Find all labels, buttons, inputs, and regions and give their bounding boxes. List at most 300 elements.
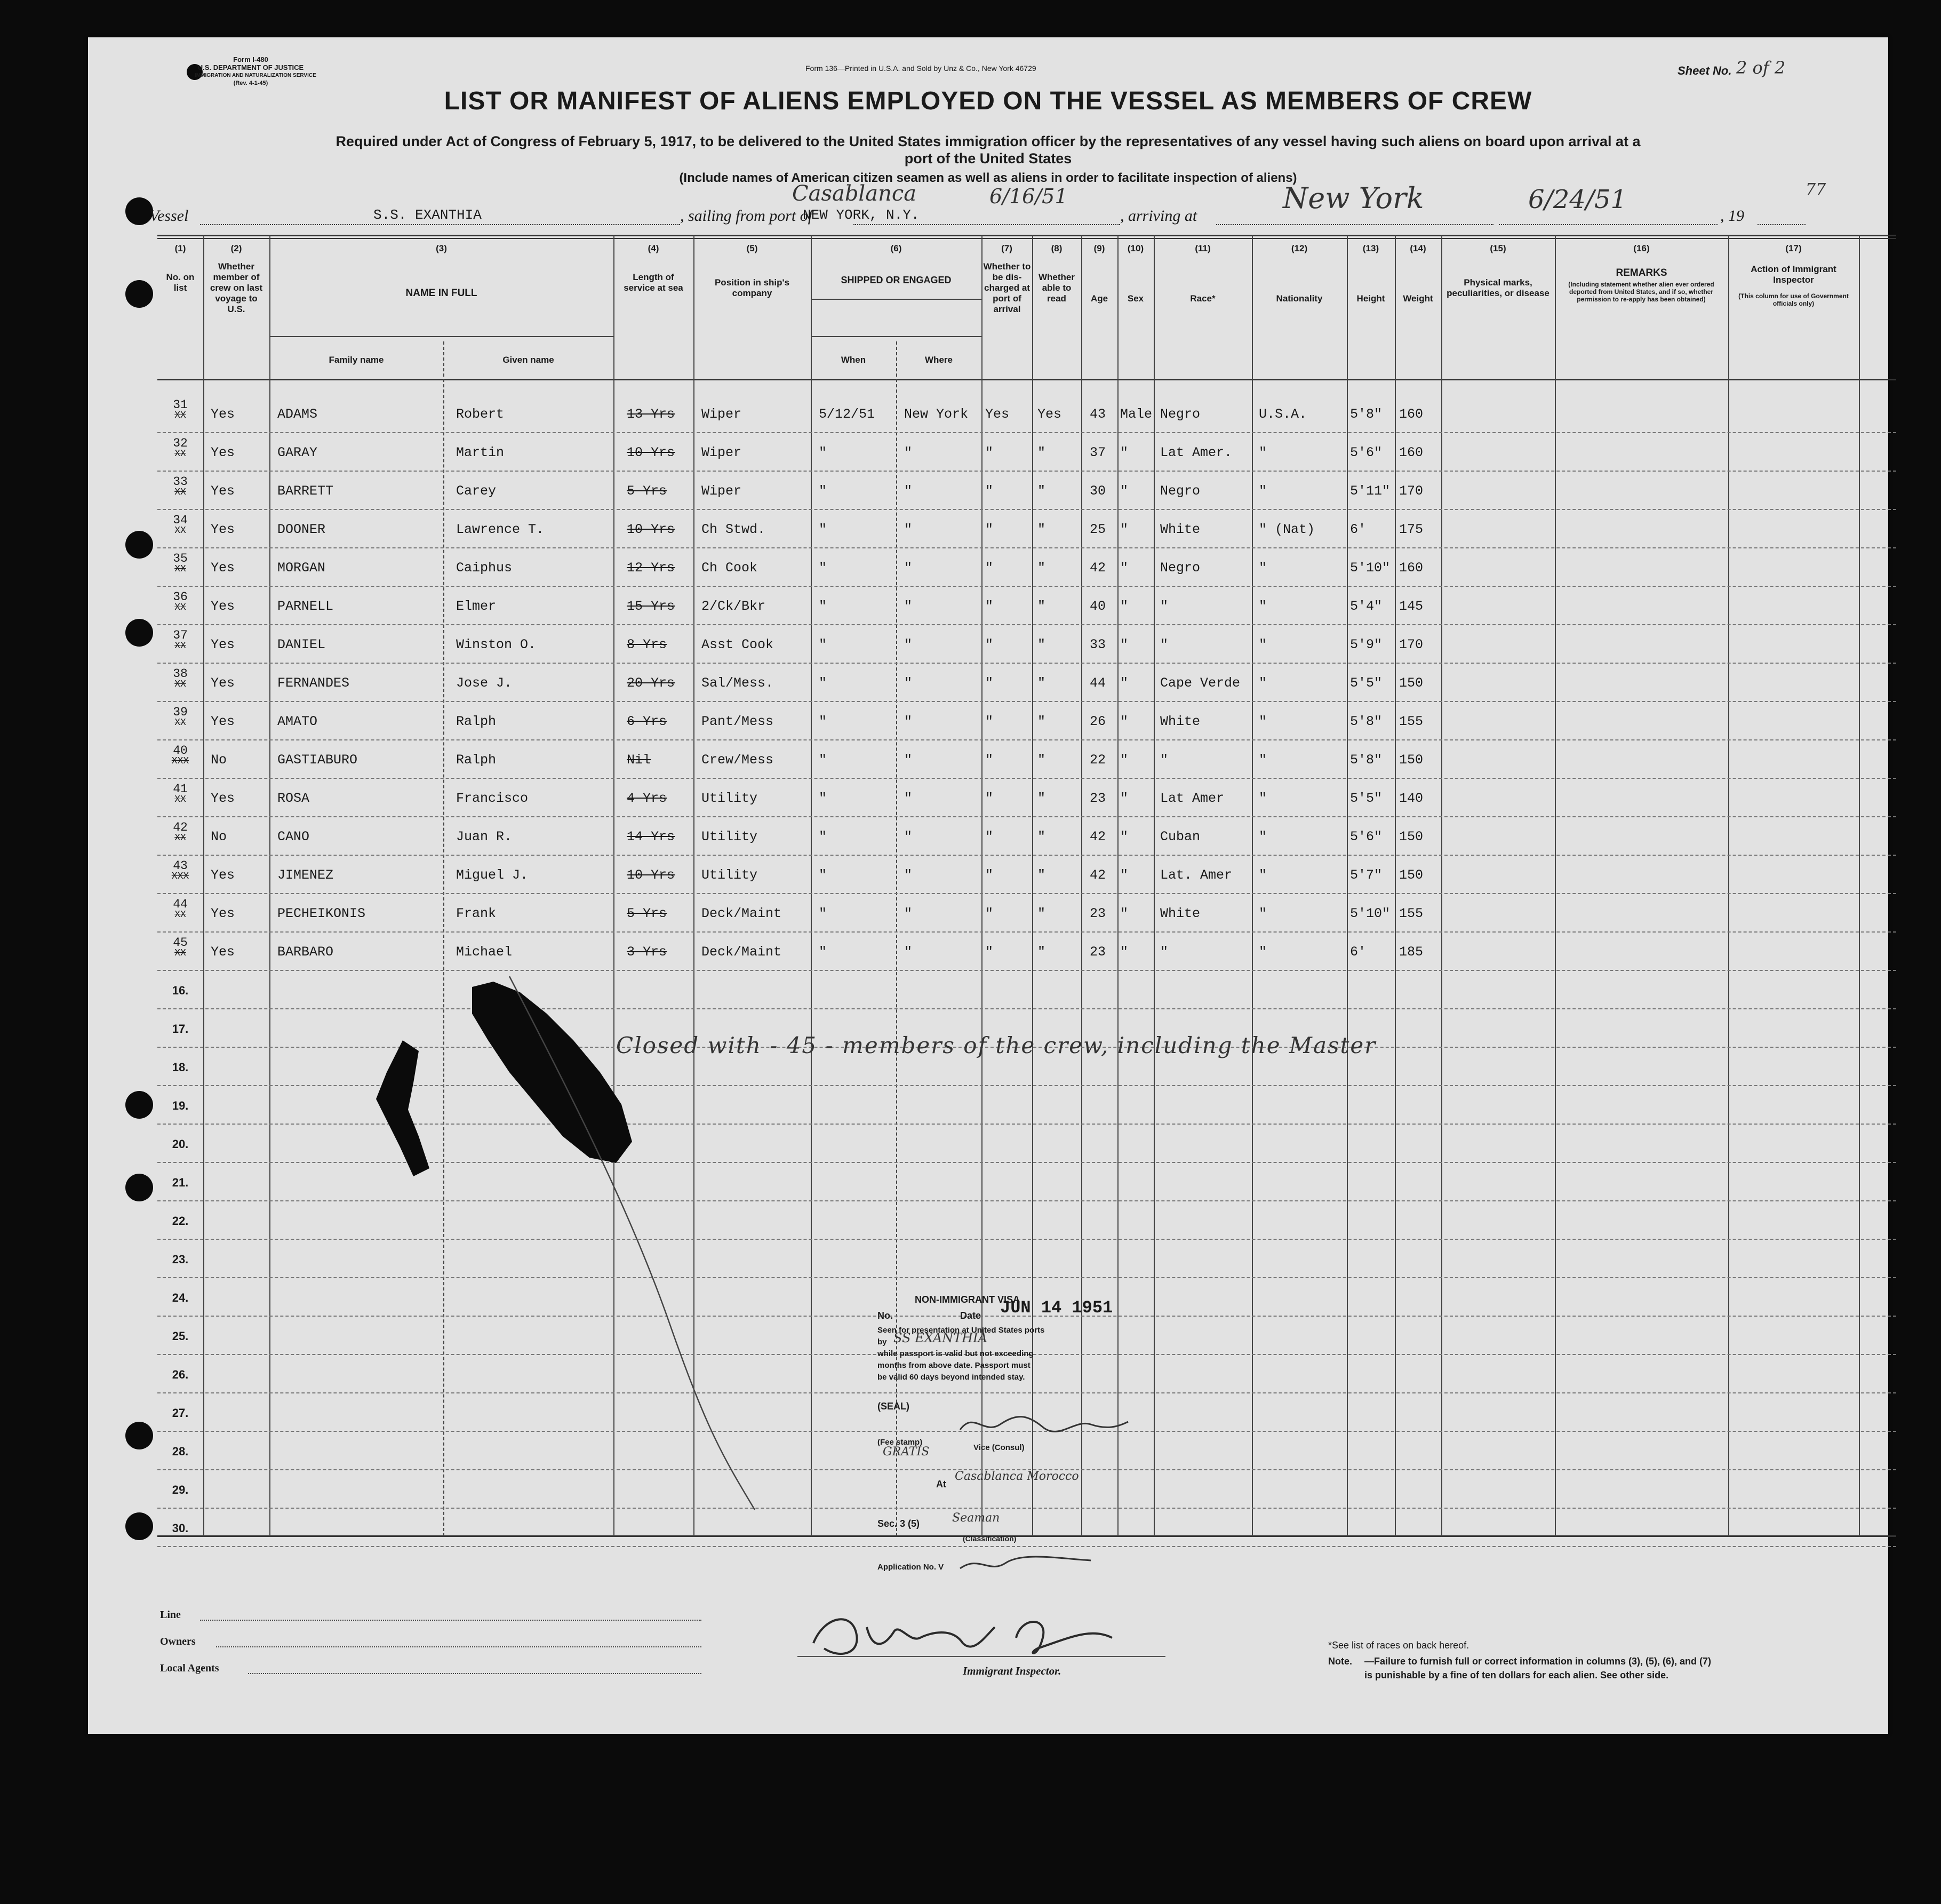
row-number-value: 45 <box>173 936 188 950</box>
row-number <box>157 667 203 690</box>
cell-position: Wiper <box>701 407 742 422</box>
cell-given: Frank <box>456 906 497 921</box>
cell-given: Winston O. <box>456 637 537 652</box>
cell-when: " <box>819 483 827 499</box>
cell-given: Ralph <box>456 714 497 729</box>
form-id-block <box>195 55 316 87</box>
table-row <box>157 548 1896 587</box>
row-number-value: 38 <box>173 667 188 681</box>
cell-position: Deck/Maint <box>701 906 782 921</box>
empty-row-number: 20. <box>172 1137 189 1151</box>
row-number-struck: XXX <box>171 871 189 882</box>
cell-service: 8 Yrs <box>627 637 667 652</box>
cell-age: 30 <box>1090 483 1106 499</box>
cell-weight: 150 <box>1399 675 1424 691</box>
cell-nationality: " <box>1259 944 1267 960</box>
empty-row-number: 28. <box>172 1445 189 1458</box>
cell-discharged: Yes <box>985 407 1010 422</box>
cell-read: " <box>1037 829 1046 845</box>
cell-when: " <box>819 637 827 652</box>
arrival-port: New York <box>1283 181 1424 215</box>
table-row <box>157 779 1896 817</box>
punch-hole <box>125 1091 153 1119</box>
cell-age: 23 <box>1090 944 1106 960</box>
cell-last-voyage: Yes <box>211 906 235 921</box>
race-note: *See list of races on back hereof. <box>1328 1640 1469 1651</box>
row-number-struck: XXX <box>171 756 189 767</box>
row-number-value: 43 <box>173 859 188 873</box>
cell-sex: " <box>1120 675 1129 691</box>
cell-discharged: " <box>985 560 994 576</box>
cell-read: " <box>1037 445 1046 460</box>
service-name: IMMIGRATION AND NATURALIZATION SERVICE <box>195 73 316 78</box>
cell-sex: " <box>1120 906 1129 921</box>
row-number-value: 34 <box>173 513 188 527</box>
col-num-1: (1) <box>174 243 186 253</box>
sailing-date: 6/16/51 <box>989 185 1068 208</box>
col-num-5: (5) <box>746 243 758 253</box>
row-number-struck: XX <box>174 525 186 536</box>
cell-race: White <box>1160 714 1201 729</box>
cell-family: FERNANDES <box>277 675 350 691</box>
cell-position: Wiper <box>701 445 742 460</box>
form-number: Form I-480 <box>233 55 268 63</box>
row-number <box>157 475 203 498</box>
cell-sex: " <box>1120 483 1129 499</box>
arriving-label: , arriving at <box>1120 207 1197 225</box>
consul-label: Vice (Consul) <box>973 1443 1025 1452</box>
punch-hole <box>125 1174 153 1201</box>
row-number-struck: XX <box>174 794 186 805</box>
note-label: Note. <box>1328 1656 1352 1667</box>
cell-nationality: " <box>1259 599 1267 614</box>
cell-sex: " <box>1120 522 1129 537</box>
cell-read: " <box>1037 867 1046 883</box>
visa-class-label: (Classification) <box>963 1534 1017 1543</box>
cell-sex: " <box>1120 944 1129 960</box>
col-name-in-full: NAME IN FULL <box>405 288 477 299</box>
cell-age: 23 <box>1090 906 1106 921</box>
col-physical-marks: Physical marks, peculiarities, or disease <box>1447 277 1549 298</box>
arrival-date: 6/24/51 <box>1528 185 1627 214</box>
col-height: Height <box>1356 293 1385 304</box>
cell-service: 12 Yrs <box>627 560 675 576</box>
row-number-struck: XX <box>174 910 186 920</box>
cell-where: " <box>904 867 913 883</box>
cell-weight: 150 <box>1399 752 1424 768</box>
col-num-11: (11) <box>1195 243 1211 253</box>
col-able-to-read: Whether able to read <box>1039 272 1075 304</box>
cell-read: " <box>1037 944 1046 960</box>
col-num-15: (15) <box>1490 243 1506 253</box>
cell-family: AMATO <box>277 714 318 729</box>
ink-blot <box>371 1040 445 1179</box>
visa-at-value: Casablanca Morocco <box>955 1470 1079 1483</box>
cell-service: 3 Yrs <box>627 944 667 960</box>
col-remarks: REMARKS <box>1616 267 1667 278</box>
cell-when: " <box>819 944 827 960</box>
empty-row-number: 25. <box>172 1329 189 1343</box>
consul-signature <box>957 1408 1133 1440</box>
empty-row <box>157 1240 1896 1278</box>
cell-last-voyage: Yes <box>211 445 235 460</box>
cell-height: 5'9" <box>1350 637 1383 652</box>
empty-row-number: 21. <box>172 1176 189 1189</box>
cell-read: " <box>1037 637 1046 652</box>
cell-where: " <box>904 906 913 921</box>
cell-read: " <box>1037 714 1046 729</box>
row-number-value: 35 <box>173 552 188 565</box>
col-num-6: (6) <box>890 243 902 253</box>
row-number <box>157 513 203 536</box>
cell-where: New York <box>904 407 969 422</box>
col-num-7: (7) <box>1001 243 1012 253</box>
cell-age: 37 <box>1090 445 1106 460</box>
visa-sec-label: Sec. 3 (5) <box>877 1518 920 1529</box>
cell-read: Yes <box>1037 407 1062 422</box>
printer-note: Form 136—Printed in U.S.A. and Sold by Unz & Co., New York 46729 <box>805 64 1036 73</box>
row-number <box>157 398 203 421</box>
cell-race: Lat Amer <box>1160 791 1225 806</box>
cell-when: " <box>819 599 827 614</box>
row-number <box>157 820 203 843</box>
cell-nationality: " (Nat) <box>1259 522 1315 537</box>
manifest-sheet <box>88 37 1888 1734</box>
cell-race: " <box>1160 599 1169 614</box>
row-number-value: 33 <box>173 475 188 489</box>
cell-family: GARAY <box>277 445 318 460</box>
row-number-value: 39 <box>173 705 188 719</box>
cell-age: 44 <box>1090 675 1106 691</box>
sailing-port-typed: NEW YORK, N.Y. <box>803 207 920 223</box>
cell-nationality: " <box>1259 829 1267 845</box>
cell-last-voyage: No <box>211 752 227 768</box>
cell-discharged: " <box>985 752 994 768</box>
cell-service: 5 Yrs <box>627 483 667 499</box>
empty-row-number: 18. <box>172 1061 189 1074</box>
cell-service: 6 Yrs <box>627 714 667 729</box>
table-row <box>157 740 1896 779</box>
cell-given: Lawrence T. <box>456 522 545 537</box>
cell-family: JIMENEZ <box>277 867 334 883</box>
punch-hole <box>125 619 153 647</box>
cell-age: 42 <box>1090 560 1106 576</box>
cell-height: 5'8" <box>1350 407 1383 422</box>
col-inspector-note: (This column for use of Government officials only) <box>1738 292 1849 307</box>
row-number <box>157 782 203 805</box>
cell-service: 5 Yrs <box>627 906 667 921</box>
visa-line-1: Seen for presentation at United States ports <box>877 1326 1045 1335</box>
cell-given: Martin <box>456 445 505 460</box>
inspector-label: Immigrant Inspector. <box>963 1664 1061 1677</box>
empty-row <box>157 971 1896 1009</box>
col-given-name: Given name <box>502 355 554 365</box>
footer-line-label: Line <box>160 1609 181 1621</box>
col-race: Race* <box>1190 293 1216 304</box>
table-row <box>157 894 1896 933</box>
cell-weight: 155 <box>1399 906 1424 921</box>
cell-sex: " <box>1120 752 1129 768</box>
cell-service: 15 Yrs <box>627 599 675 614</box>
cell-where: " <box>904 599 913 614</box>
cell-given: Robert <box>456 407 505 422</box>
row-number <box>157 859 203 882</box>
cell-where: " <box>904 829 913 845</box>
cell-nationality: U.S.A. <box>1259 407 1307 422</box>
cell-given: Michael <box>456 944 513 960</box>
cell-discharged: " <box>985 675 994 691</box>
cell-nationality: " <box>1259 791 1267 806</box>
revision: (Rev. 4-1-45) <box>233 80 268 86</box>
cell-where: " <box>904 483 913 499</box>
cell-age: 23 <box>1090 791 1106 806</box>
row-number-struck: XX <box>174 641 186 651</box>
cell-when: " <box>819 445 827 460</box>
cell-given: Ralph <box>456 752 497 768</box>
cell-last-voyage: Yes <box>211 867 235 883</box>
cell-height: 5'7" <box>1350 867 1383 883</box>
footer-owners-label: Owners <box>160 1636 196 1647</box>
table-row <box>157 702 1896 740</box>
cell-race: Negro <box>1160 483 1201 499</box>
empty-row-number: 29. <box>172 1483 189 1496</box>
cell-position: Utility <box>701 867 758 883</box>
cell-family: DANIEL <box>277 637 326 652</box>
cell-where: " <box>904 522 913 537</box>
cell-service: 20 Yrs <box>627 675 675 691</box>
cell-family: GASTIABURO <box>277 752 358 768</box>
cell-sex: " <box>1120 599 1129 614</box>
cell-last-voyage: No <box>211 829 227 845</box>
empty-row-number: 24. <box>172 1291 189 1304</box>
sailing-port-handwritten: Casablanca <box>792 181 917 206</box>
cell-family: CANO <box>277 829 310 845</box>
cell-position: Utility <box>701 829 758 845</box>
cell-when: " <box>819 906 827 921</box>
cell-family: ADAMS <box>277 407 318 422</box>
cell-read: " <box>1037 906 1046 921</box>
cell-height: 5'5" <box>1350 675 1383 691</box>
cell-read: " <box>1037 675 1046 691</box>
row-number <box>157 552 203 575</box>
visa-title: NON-IMMIGRANT VISA <box>915 1294 1020 1305</box>
cell-position: Asst Cook <box>701 637 774 652</box>
cell-when: " <box>819 675 827 691</box>
visa-no-label: No. <box>877 1310 893 1321</box>
cell-read: " <box>1037 599 1046 614</box>
punch-hole <box>125 531 153 559</box>
visa-application-scribble <box>957 1550 1096 1576</box>
cell-discharged: " <box>985 637 994 652</box>
note-text-2: is punishable by a fine of ten dollars for each alien. See other side. <box>1364 1670 1669 1680</box>
col-num-3: (3) <box>436 243 447 253</box>
cell-last-voyage: Yes <box>211 944 235 960</box>
table-row <box>157 587 1896 625</box>
cell-age: 22 <box>1090 752 1106 768</box>
table-row <box>157 856 1896 894</box>
col-num-2: (2) <box>230 243 242 253</box>
closing-note: Closed with - 45 - members of the crew, including the Master <box>616 1032 1377 1058</box>
cell-height: 5'5" <box>1350 791 1383 806</box>
cell-weight: 155 <box>1399 714 1424 729</box>
cell-given: Carey <box>456 483 497 499</box>
punch-hole <box>125 1422 153 1449</box>
row-number <box>157 936 203 959</box>
sheet-number-value: 2 of 2 <box>1736 58 1786 78</box>
col-last-voyage: Whether member of crew on last voyage to U.S. <box>210 261 263 314</box>
cell-position: Deck/Maint <box>701 944 782 960</box>
row-number-value: 40 <box>173 744 188 758</box>
cell-discharged: " <box>985 599 994 614</box>
cell-sex: " <box>1120 637 1129 652</box>
cell-height: 6' <box>1350 522 1367 537</box>
cell-family: PECHEIKONIS <box>277 906 366 921</box>
row-number-value: 42 <box>173 820 188 834</box>
cell-given: Miguel J. <box>456 867 529 883</box>
col-family-name: Family name <box>329 355 384 365</box>
visa-line-2: while passport is valid but not exceeding <box>877 1349 1034 1358</box>
row-number-struck: XX <box>174 449 186 459</box>
department: U.S. DEPARTMENT OF JUSTICE <box>197 63 304 71</box>
cell-nationality: " <box>1259 906 1267 921</box>
cell-weight: 160 <box>1399 407 1424 422</box>
cell-when: " <box>819 714 827 729</box>
subtitle-1: Required under Act of Congress of February 5, 1917, to be delivered to the United States immigration officer by the representatives of any vessel having such aliens on board upon arrival at a <box>336 133 1641 149</box>
pencil-line <box>499 976 765 1515</box>
cell-discharged: " <box>985 483 994 499</box>
table-row <box>157 933 1896 971</box>
vessel-value: S.S. EXANTHIA <box>373 207 482 223</box>
cell-service: Nil <box>627 752 651 768</box>
cell-race: Negro <box>1160 560 1201 576</box>
year-label: , 19 <box>1720 207 1744 225</box>
cell-weight: 150 <box>1399 867 1424 883</box>
row-number <box>157 628 203 651</box>
cell-position: 2/Ck/Bkr <box>701 599 766 614</box>
sheet-number-label: Sheet No. <box>1678 64 1732 77</box>
cell-when: " <box>819 829 827 845</box>
col-shipped-engaged: SHIPPED OR ENGAGED <box>841 275 952 285</box>
cell-race: Cape Verde <box>1160 675 1241 691</box>
col-position: Position in ship's company <box>714 277 790 298</box>
row-number-value: 41 <box>173 782 188 796</box>
cell-read: " <box>1037 752 1046 768</box>
inspector-signature <box>792 1606 1176 1670</box>
col-num-14: (14) <box>1410 243 1426 253</box>
cell-when: " <box>819 791 827 806</box>
cell-discharged: " <box>985 944 994 960</box>
cell-weight: 170 <box>1399 483 1424 499</box>
empty-row-number: 30. <box>172 1521 189 1535</box>
subtitle-3: (Include names of American citizen seamen as well as aliens in order to facilitate inspection of aliens) <box>679 171 1297 185</box>
table-row <box>157 817 1896 856</box>
cell-weight: 150 <box>1399 829 1424 845</box>
cell-race: Cuban <box>1160 829 1201 845</box>
cell-last-voyage: Yes <box>211 714 235 729</box>
col-shipped-where: Where <box>925 355 953 365</box>
cell-where: " <box>904 675 913 691</box>
cell-nationality: " <box>1259 637 1267 652</box>
cell-when: " <box>819 867 827 883</box>
table-row <box>157 395 1896 433</box>
visa-sec-value: Seaman <box>952 1511 1000 1525</box>
page-title: LIST OR MANIFEST OF ALIENS EMPLOYED ON THE VESSEL AS MEMBERS OF CREW <box>444 87 1532 115</box>
cell-weight: 145 <box>1399 599 1424 614</box>
cell-race: " <box>1160 752 1169 768</box>
cell-given: Jose J. <box>456 675 513 691</box>
cell-race: Negro <box>1160 407 1201 422</box>
row-number-value: 31 <box>173 398 188 412</box>
row-number <box>157 744 203 767</box>
cell-weight: 170 <box>1399 637 1424 652</box>
cell-family: DOONER <box>277 522 326 537</box>
cell-nationality: " <box>1259 675 1267 691</box>
cell-race: Lat Amer. <box>1160 445 1233 460</box>
col-weight: Weight <box>1403 293 1433 304</box>
col-num-16: (16) <box>1633 243 1650 253</box>
empty-row-number: 17. <box>172 1022 189 1035</box>
col-num-12: (12) <box>1291 243 1308 253</box>
table-row <box>157 664 1896 702</box>
cell-age: 43 <box>1090 407 1106 422</box>
cell-height: 5'8" <box>1350 752 1383 768</box>
cell-family: BARBARO <box>277 944 334 960</box>
cell-height: 5'6" <box>1350 445 1383 460</box>
cell-height: 5'4" <box>1350 599 1383 614</box>
col-inspector-action: Action of Immigrant Inspector <box>1751 264 1836 285</box>
cell-read: " <box>1037 560 1046 576</box>
empty-row-number: 23. <box>172 1253 189 1266</box>
cell-height: 5'6" <box>1350 829 1383 845</box>
col-shipped-when: When <box>841 355 866 365</box>
row-number-struck: XX <box>174 564 186 575</box>
cell-when: " <box>819 560 827 576</box>
cell-given: Francisco <box>456 791 529 806</box>
row-number-value: 44 <box>173 897 188 911</box>
visa-application-label: Application No. V <box>877 1563 944 1572</box>
cell-nationality: " <box>1259 752 1267 768</box>
cell-height: 5'11" <box>1350 483 1391 499</box>
cell-sex: " <box>1120 867 1129 883</box>
cell-nationality: " <box>1259 445 1267 460</box>
row-number-struck: XX <box>174 410 186 421</box>
cell-last-voyage: Yes <box>211 637 235 652</box>
col-length-of-service: Length of service at sea <box>624 272 683 293</box>
cell-sex: " <box>1120 560 1129 576</box>
cell-race: Lat. Amer <box>1160 867 1233 883</box>
empty-row-number: 22. <box>172 1214 189 1228</box>
cell-sex: " <box>1120 714 1129 729</box>
col-remarks-note: (Including statement whether alien ever ordered deported from United States, and if so, whether permission to re-apply has been obtained) <box>1568 281 1714 303</box>
cell-sex: " <box>1120 829 1129 845</box>
col-num-17: (17) <box>1785 243 1802 253</box>
cell-discharged: " <box>985 906 994 921</box>
visa-by-vessel: SS EXANTHIA <box>893 1331 987 1345</box>
cell-where: " <box>904 944 913 960</box>
visa-date: JUN 14 1951 <box>1000 1298 1113 1318</box>
empty-row-number: 26. <box>172 1368 189 1381</box>
cell-family: ROSA <box>277 791 310 806</box>
cell-nationality: " <box>1259 560 1267 576</box>
cell-height: 5'10" <box>1350 560 1391 576</box>
col-num-10: (10) <box>1127 243 1144 253</box>
footer-agents-label: Local Agents <box>160 1662 219 1674</box>
sailing-label: , sailing from port of <box>680 207 813 225</box>
cell-family: PARNELL <box>277 599 334 614</box>
col-num-8: (8) <box>1051 243 1063 253</box>
empty-row-number: 27. <box>172 1406 189 1420</box>
cell-weight: 185 <box>1399 944 1424 960</box>
